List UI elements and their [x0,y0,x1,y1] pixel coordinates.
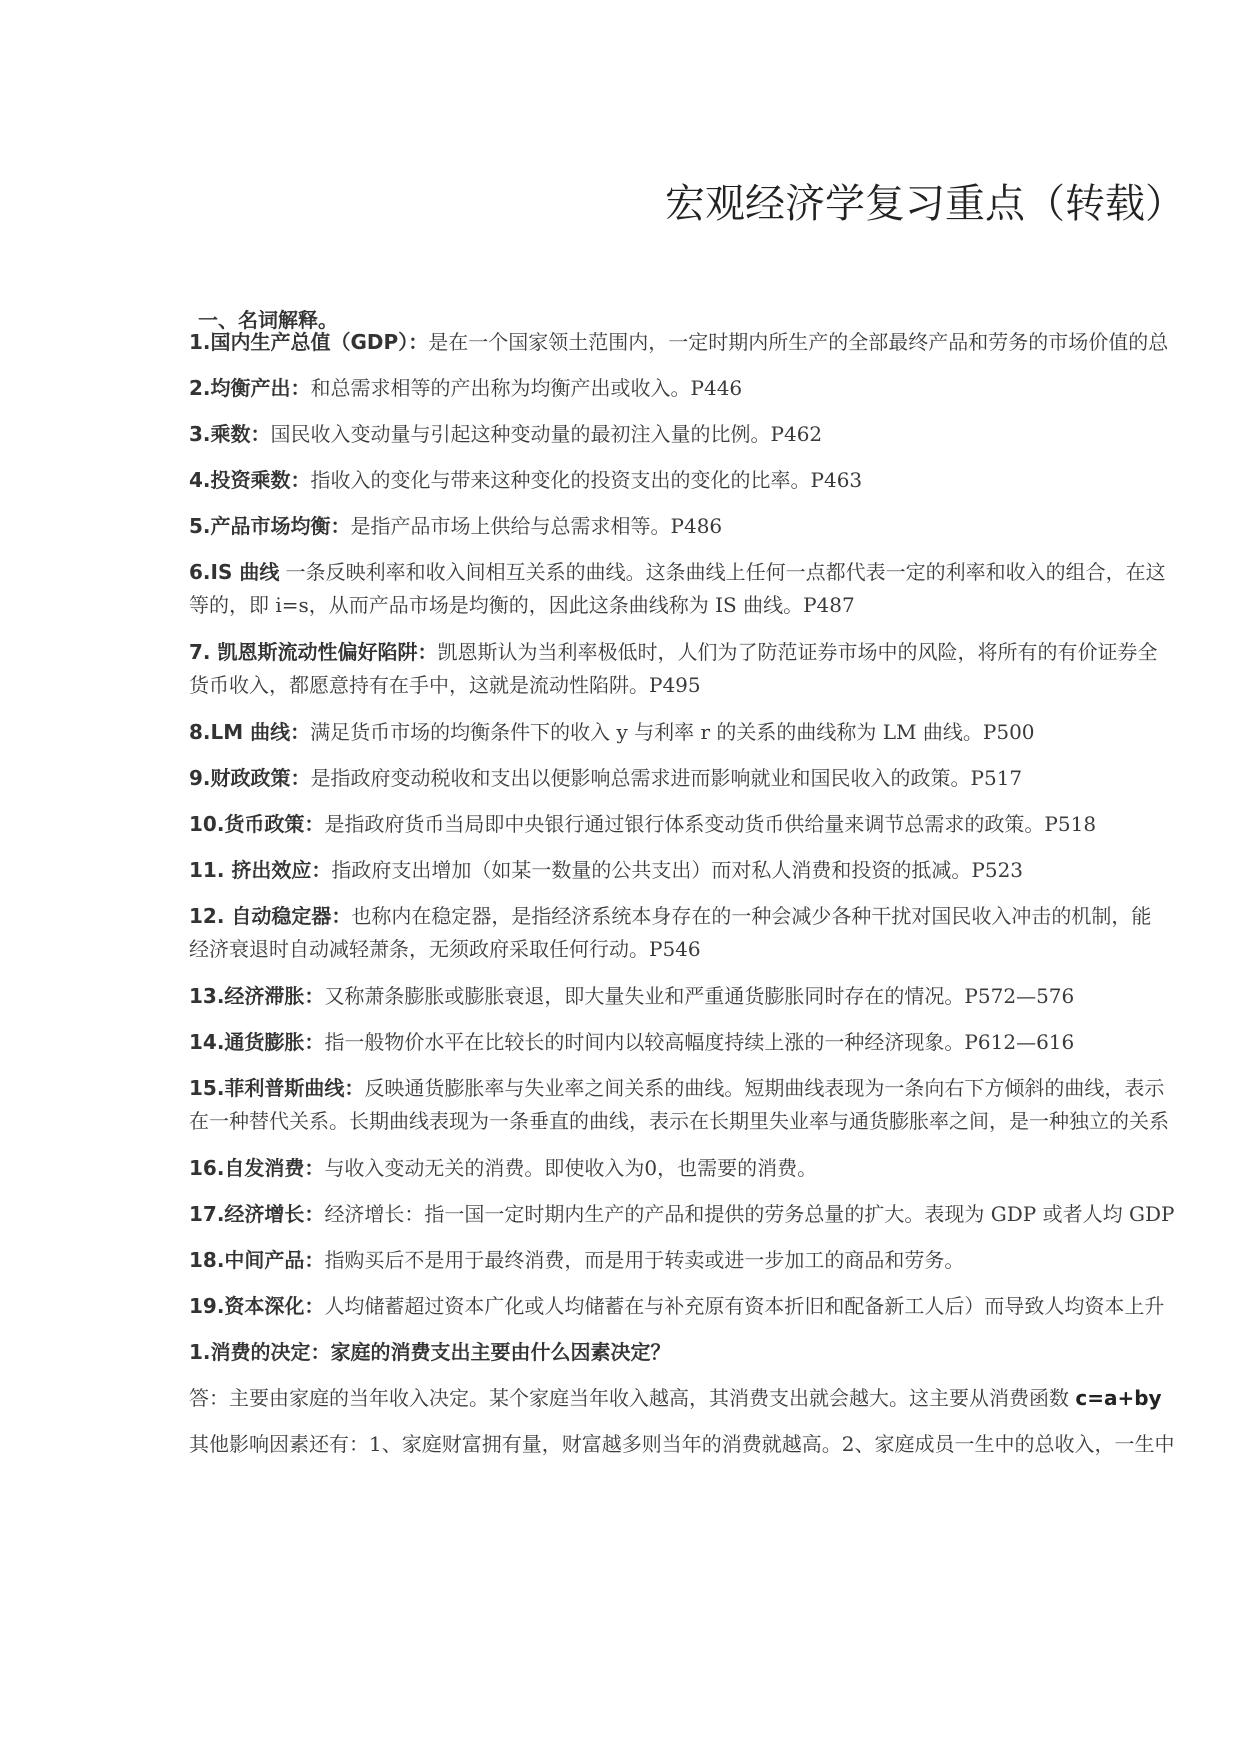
definition-entry-investment-multiplier [189,466,1241,494]
definition-entry-liquidity-trap [189,638,1241,699]
entry-definition: 是指政府货币当局即中央银行通过银行体系变动货币供给量来调节总需求的政策。P518 [324,812,1097,836]
entry-term: 6.IS 曲线 [189,560,280,584]
entry-definition: 指政府支出增加（如某一数量的公共支出）而对私人消费和投资的抵减。P523 [331,858,1024,882]
entry-term: 9.财政政策： [189,766,311,790]
definition-entry-intermediate-goods [189,1246,1241,1274]
answer-text: 其他影响因素还有：1、家庭财富拥有量，财富越多则当年的消费就越高。2、家庭成员一生中的总收入，一生中 [189,1432,1175,1456]
entry-definition-continued: 等的，即 i=s，从而产品市场是均衡的，因此这条曲线称为 IS 曲线。P487 [189,593,855,617]
definition-entry-autonomous-consumption [189,1154,1241,1182]
definition-entry-multiplier [189,420,1241,448]
entry-term: 3.乘数： [189,422,271,446]
entry-definition: 反映通货膨胀率与失业率之间关系的曲线。短期曲线表现为一条向右下方倾斜的曲线，表示 [364,1076,1165,1100]
definition-entry-capital-deepening [189,1292,1241,1320]
question-entry-consumption [189,1338,1241,1366]
entry-term: 15.菲利普斯曲线： [189,1076,365,1100]
entry-definition: 又称萧条膨胀或膨胀衰退，即大量失业和严重通货膨胀同时存在的情况。P572—576 [324,984,1075,1008]
entry-term: 17.经济增长： [189,1202,325,1226]
entry-definition: 也称内在稳定器，是指经济系统本身存在的一种会减少各种干扰对国民收入冲击的机制，能 [351,904,1152,928]
entry-definition: 和总需求相等的产出称为均衡产出或收入。P446 [310,376,743,400]
answer-paragraph [189,1384,1241,1412]
entry-term: 19.资本深化： [189,1294,325,1318]
entry-term: 8.LM 曲线： [189,720,311,744]
entry-term: 16.自发消费： [189,1156,325,1180]
definition-entry-economic-growth [189,1200,1241,1228]
entry-definition: 与收入变动无关的消费。即使收入为0，也需要的消费。 [324,1156,818,1180]
definition-entry-is-curve [189,558,1241,619]
entry-definition: 国民收入变动量与引起这种变动量的最初注入量的比例。P462 [270,422,823,446]
answer-text: 答：主要由家庭的当年收入决定。某个家庭当年收入越高，其消费支出就会越大。这主要从消费函数 [189,1386,1076,1410]
entry-term: 14.通货膨胀： [189,1030,325,1054]
entry-term: 2.均衡产出： [189,376,311,400]
entry-definition-continued: 在一种替代关系。长期曲线表现为一条垂直的曲线，表示在长期里失业率与通货膨胀率之间，是一种独立的关系 [189,1109,1169,1133]
definition-entry-equilibrium-output [189,374,1241,402]
entry-definition: 是指政府变动税收和支出以便影响总需求进而影响就业和国民收入的政策。P517 [310,766,1023,790]
entry-definition-continued: 货币收入，都愿意持有在手中，这就是流动性陷阱。P495 [189,673,701,697]
definition-entry-inflation [189,1028,1241,1056]
document-title: 宏观经济学复习重点（转载） [665,181,1185,227]
entry-definition: 是指产品市场上供给与总需求相等。P486 [350,514,723,538]
answer-paragraph-continued [189,1430,1241,1458]
entry-term: 18.中间产品： [189,1248,325,1272]
entry-definition: 人均储蓄超过资本广化或人均储蓄在与补充原有资本折旧和配备新工人后）而导致人均资本上升 [324,1294,1165,1318]
entry-term: 4.投资乘数： [189,468,311,492]
entry-term: 13.经济滞胀： [189,984,325,1008]
definition-entry-fiscal-policy [189,764,1241,792]
definition-entry-monetary-policy [189,810,1241,838]
entry-term: 7. 凯恩斯流动性偏好陷阱： [189,640,438,664]
definition-entry-stagflation [189,982,1241,1010]
entry-definition: 经济增长：指一国一定时期内生产的产品和提供的劳务总量的扩大。表现为 GDP 或者人均 GDP [324,1202,1175,1226]
entry-term: 10.货币政策： [189,812,325,836]
entry-definition: 指收入的变化与带来这种变化的投资支出的变化的比率。P463 [310,468,863,492]
entry-definition: 一条反映利率和收入间相互关系的曲线。这条曲线上任何一点都代表一定的利率和收入的组合，在这 [279,560,1166,584]
entry-term: 12. 自动稳定器： [189,904,352,928]
entry-definition: 凯恩斯认为当利率极低时，人们为了防范证券市场中的风险，将所有的有价证券全 [437,640,1158,664]
entry-term: 5.产品市场均衡： [189,514,351,538]
definition-entry-gdp [189,328,1241,356]
entry-definition: 满足货币市场的均衡条件下的收入 y 与利率 r 的关系的曲线称为 LM 曲线。P500 [310,720,1035,744]
definition-entry-lm-curve [189,718,1241,746]
entry-term: 11. 挤出效应： [189,858,332,882]
definition-entry-crowding-out [189,856,1241,884]
entry-definition: 指购买后不是用于最终消费，而是用于转卖或进一步加工的商品和劳务。 [324,1248,965,1272]
consumption-function-formula: c=a+by [1075,1386,1162,1410]
question-heading: 1.消费的决定：家庭的消费支出主要由什么因素决定？ [189,1340,671,1364]
definition-entry-phillips-curve [189,1074,1241,1135]
entry-definition-continued: 经济衰退时自动减轻萧条，无须政府采取任何行动。P546 [189,937,701,961]
entry-definition: 是在一个国家领土范围内，一定时期内所生产的全部最终产品和劳务的市场价值的总 [428,330,1169,354]
entry-definition: 指一般物价水平在比较长的时间内以较高幅度持续上涨的一种经济现象。P612—616 [324,1030,1075,1054]
definition-entry-automatic-stabilizer [189,902,1241,963]
entry-term: 1.国内生产总值（GDP）： [189,330,429,354]
section-heading: 一、名词解释。 [198,308,338,332]
definition-entry-product-market-equilibrium [189,512,1241,540]
